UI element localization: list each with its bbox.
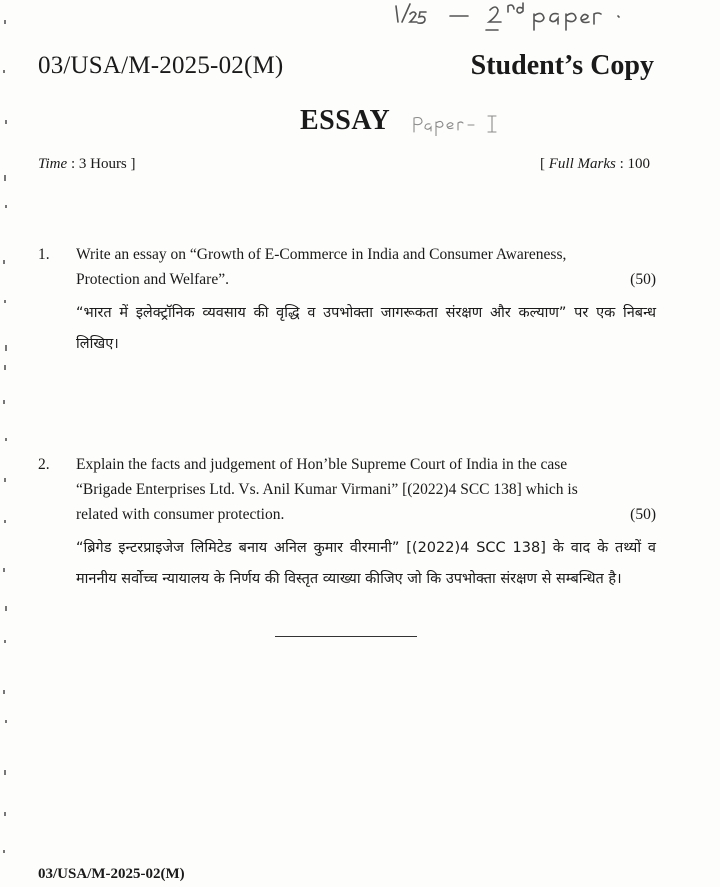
question-english-text bbox=[76, 242, 656, 292]
question-number: 2. bbox=[38, 456, 50, 473]
copy-label: Student’s Copy bbox=[470, 50, 654, 81]
question-line-with-marks bbox=[76, 267, 656, 292]
handwritten-note bbox=[392, 0, 692, 36]
question-line: related with consumer protection. bbox=[76, 506, 285, 523]
time-label: Time bbox=[38, 156, 68, 172]
marks-value: : 100 bbox=[619, 156, 650, 172]
paper-code: 03/USA/M-2025-02(M) bbox=[38, 52, 284, 79]
marks-label: Full Marks bbox=[548, 156, 616, 172]
exam-full-marks bbox=[540, 156, 650, 173]
title-handwritten-note bbox=[408, 112, 508, 136]
question-2 bbox=[38, 452, 656, 595]
question-marks: (50) bbox=[630, 506, 656, 523]
footer-paper-code: 03/USA/M-2025-02(M) bbox=[38, 866, 185, 882]
question-line: Write an essay on “Growth of E-Commerce in India and Consumer Awareness, bbox=[76, 246, 567, 263]
question-line: “Brigade Enterprises Ltd. Vs. Anil Kumar Virmani” [(2022)4 SCC 138] which is bbox=[76, 481, 578, 498]
question-number: 1. bbox=[38, 246, 50, 263]
question-hindi-text: “भारत में इलेक्ट्रॉनिक व्यवसाय की वृद्धि व उपभोक्ता जागरूकता संरक्षण और कल्याण” पर एक निबन्ध लिखिए। bbox=[76, 305, 656, 352]
question-marks: (50) bbox=[630, 271, 656, 288]
question-english-text bbox=[76, 452, 656, 527]
exam-time bbox=[38, 156, 136, 173]
scan-edge-marks bbox=[2, 0, 10, 887]
question-1 bbox=[38, 242, 656, 360]
page-title: ESSAY bbox=[300, 105, 391, 136]
question-line: Explain the facts and judgement of Hon’ble Supreme Court of India in the case bbox=[76, 456, 568, 473]
question-line: Protection and Welfare”. bbox=[76, 271, 229, 288]
question-hindi-text: “ब्रिगेड इन्टरप्राइजेज लिमिटेड बनाय अनिल कुमार वीरमानी” [(2022)4 SCC 138] के वाद के तथ्यों व माननीय सर्वोच्च न्यायालय के निर्णय की विस्तृत व्याख्या कीजिए जो कि उपभोक्ता संरक्षण से सम्बन्धित है। bbox=[76, 540, 656, 587]
time-value: : 3 Hours ] bbox=[70, 156, 136, 172]
question-line-with-marks bbox=[76, 502, 656, 527]
marks-prefix: [ bbox=[540, 156, 545, 172]
end-divider bbox=[275, 636, 417, 637]
